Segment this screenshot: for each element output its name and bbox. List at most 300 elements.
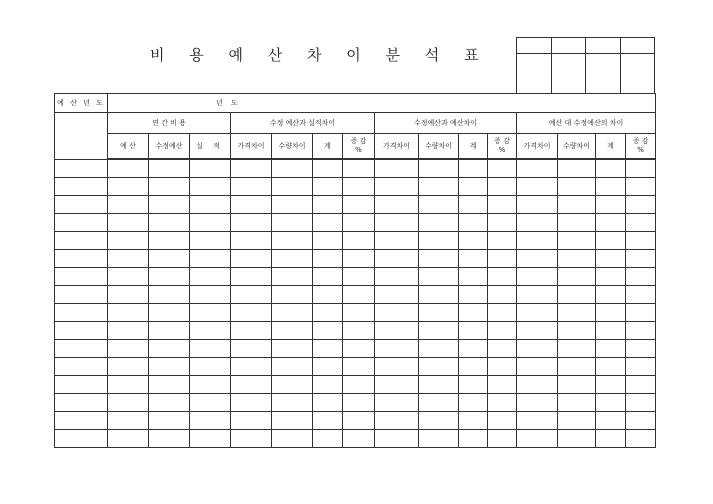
- pct-label-bottom: %: [637, 146, 644, 154]
- data-cell[interactable]: [596, 304, 626, 322]
- data-cell[interactable]: [626, 412, 656, 430]
- data-cell[interactable]: [419, 340, 459, 358]
- data-cell[interactable]: [272, 304, 313, 322]
- data-cell[interactable]: [626, 340, 656, 358]
- data-cell[interactable]: [419, 286, 459, 304]
- approval-cell: [620, 38, 655, 54]
- data-cell[interactable]: [459, 268, 488, 286]
- approval-cell: [586, 38, 621, 54]
- data-cell[interactable]: [231, 214, 272, 232]
- data-cell[interactable]: [149, 304, 190, 322]
- data-cell[interactable]: [459, 340, 488, 358]
- data-cell[interactable]: [313, 232, 343, 250]
- data-cell[interactable]: [488, 304, 517, 322]
- data-cell[interactable]: [231, 159, 272, 178]
- data-cell[interactable]: [517, 196, 558, 214]
- data-cell[interactable]: [343, 286, 375, 304]
- data-cell[interactable]: [149, 322, 190, 340]
- data-cell[interactable]: [149, 358, 190, 376]
- row-label-cell[interactable]: [55, 430, 108, 448]
- data-cell[interactable]: [108, 304, 149, 322]
- data-cell[interactable]: [272, 196, 313, 214]
- data-cell[interactable]: [272, 340, 313, 358]
- data-cell[interactable]: [375, 232, 419, 250]
- data-cell[interactable]: [517, 178, 558, 196]
- row-label-cell[interactable]: [55, 250, 108, 268]
- row-label-cell[interactable]: [55, 232, 108, 250]
- data-cell[interactable]: [313, 286, 343, 304]
- data-cell[interactable]: [149, 286, 190, 304]
- data-cell[interactable]: [313, 430, 343, 448]
- data-cell[interactable]: [488, 232, 517, 250]
- data-cell[interactable]: [343, 178, 375, 196]
- data-cell[interactable]: [419, 412, 459, 430]
- data-cell[interactable]: [419, 159, 459, 178]
- data-cell[interactable]: [343, 214, 375, 232]
- data-cell[interactable]: [419, 178, 459, 196]
- row-label-cell[interactable]: [55, 286, 108, 304]
- data-cell[interactable]: [149, 232, 190, 250]
- data-cell[interactable]: [558, 268, 596, 286]
- data-cell[interactable]: [190, 196, 231, 214]
- data-cell[interactable]: [108, 214, 149, 232]
- data-cell[interactable]: [190, 358, 231, 376]
- data-cell[interactable]: [343, 268, 375, 286]
- data-cell[interactable]: [108, 178, 149, 196]
- table-row: [55, 286, 656, 304]
- pct-label-top: 증 감: [632, 137, 649, 145]
- data-cell[interactable]: [190, 250, 231, 268]
- data-cell[interactable]: [596, 322, 626, 340]
- data-cell[interactable]: [190, 268, 231, 286]
- data-cell[interactable]: [313, 268, 343, 286]
- data-cell[interactable]: [626, 159, 656, 178]
- data-cell[interactable]: [272, 322, 313, 340]
- data-cell[interactable]: [626, 214, 656, 232]
- data-cell[interactable]: [231, 430, 272, 448]
- data-cell[interactable]: [558, 196, 596, 214]
- data-cell[interactable]: [517, 322, 558, 340]
- row-label-cell[interactable]: [55, 268, 108, 286]
- data-cell[interactable]: [596, 286, 626, 304]
- data-cell[interactable]: [375, 322, 419, 340]
- data-cell[interactable]: [488, 196, 517, 214]
- data-cell[interactable]: [375, 178, 419, 196]
- data-cell[interactable]: [313, 178, 343, 196]
- data-cell[interactable]: [190, 159, 231, 178]
- data-cell[interactable]: [272, 268, 313, 286]
- data-cell[interactable]: [108, 322, 149, 340]
- data-cell[interactable]: [517, 286, 558, 304]
- col-total: 계: [459, 134, 488, 160]
- data-cell[interactable]: [517, 412, 558, 430]
- data-cell[interactable]: [517, 394, 558, 412]
- col-budget: 예 산: [108, 134, 149, 160]
- data-cell[interactable]: [459, 159, 488, 178]
- data-cell[interactable]: [419, 394, 459, 412]
- row-label-cell[interactable]: [55, 304, 108, 322]
- data-cell[interactable]: [149, 250, 190, 268]
- data-cell[interactable]: [272, 394, 313, 412]
- data-cell[interactable]: [190, 430, 231, 448]
- data-cell[interactable]: [596, 412, 626, 430]
- data-cell[interactable]: [375, 394, 419, 412]
- data-cell[interactable]: [459, 196, 488, 214]
- row-label-cell[interactable]: [55, 358, 108, 376]
- data-cell[interactable]: [626, 322, 656, 340]
- data-cell[interactable]: [596, 394, 626, 412]
- data-cell[interactable]: [459, 178, 488, 196]
- data-cell[interactable]: [517, 430, 558, 448]
- data-cell[interactable]: [108, 340, 149, 358]
- data-cell[interactable]: [149, 178, 190, 196]
- data-cell[interactable]: [149, 340, 190, 358]
- approval-cell: [586, 54, 621, 94]
- pct-label-bottom: %: [355, 146, 362, 154]
- data-cell[interactable]: [343, 412, 375, 430]
- data-cell[interactable]: [108, 430, 149, 448]
- data-cell[interactable]: [343, 340, 375, 358]
- data-cell[interactable]: [626, 430, 656, 448]
- data-cell[interactable]: [313, 214, 343, 232]
- data-cell[interactable]: [626, 394, 656, 412]
- data-cell[interactable]: [375, 196, 419, 214]
- data-cell[interactable]: [459, 412, 488, 430]
- data-cell[interactable]: [626, 250, 656, 268]
- data-cell[interactable]: [375, 159, 419, 178]
- approval-row: [517, 38, 655, 54]
- data-cell[interactable]: [190, 214, 231, 232]
- data-cell[interactable]: [517, 304, 558, 322]
- data-cell[interactable]: [517, 268, 558, 286]
- group-header-row: [55, 113, 656, 134]
- data-cell[interactable]: [558, 376, 596, 394]
- data-cell[interactable]: [375, 214, 419, 232]
- data-cell[interactable]: [343, 376, 375, 394]
- page-title: 비 용 예 산 차 이 분 석 표: [150, 46, 489, 64]
- data-cell[interactable]: [149, 430, 190, 448]
- data-cell[interactable]: [343, 304, 375, 322]
- data-cell[interactable]: [272, 286, 313, 304]
- data-cell[interactable]: [149, 196, 190, 214]
- data-cell[interactable]: [558, 304, 596, 322]
- data-cell[interactable]: [343, 430, 375, 448]
- data-cell[interactable]: [626, 358, 656, 376]
- data-cell[interactable]: [596, 250, 626, 268]
- data-cell[interactable]: [558, 340, 596, 358]
- data-cell[interactable]: [108, 268, 149, 286]
- data-cell[interactable]: [149, 412, 190, 430]
- data-cell[interactable]: [558, 250, 596, 268]
- data-cell[interactable]: [488, 322, 517, 340]
- table-row: [55, 196, 656, 214]
- data-cell[interactable]: [419, 430, 459, 448]
- data-cell[interactable]: [596, 178, 626, 196]
- row-label-column-header: [55, 113, 108, 160]
- data-cell[interactable]: [272, 178, 313, 196]
- col-price-variance: 가격차이: [231, 134, 272, 160]
- col-price-variance: 가격차이: [517, 134, 558, 160]
- table-row: [55, 250, 656, 268]
- data-cell[interactable]: [596, 232, 626, 250]
- col-price-variance: 가격차이: [375, 134, 419, 160]
- data-cell[interactable]: [272, 232, 313, 250]
- data-cell[interactable]: [626, 376, 656, 394]
- data-cell[interactable]: [190, 232, 231, 250]
- data-cell[interactable]: [419, 304, 459, 322]
- budget-year-label: 예 산 년 도: [55, 94, 108, 113]
- data-cell[interactable]: [108, 250, 149, 268]
- table-row: [55, 430, 656, 448]
- data-cell[interactable]: [149, 376, 190, 394]
- data-cell[interactable]: [488, 286, 517, 304]
- data-cell[interactable]: [343, 322, 375, 340]
- table-row: [55, 268, 656, 286]
- data-cell[interactable]: [375, 268, 419, 286]
- data-cell[interactable]: [272, 412, 313, 430]
- data-cell[interactable]: [190, 178, 231, 196]
- data-cell[interactable]: [459, 232, 488, 250]
- data-cell[interactable]: [343, 358, 375, 376]
- data-cell[interactable]: [596, 358, 626, 376]
- data-cell[interactable]: [313, 159, 343, 178]
- col-change-percent: [488, 134, 517, 160]
- data-cell[interactable]: [517, 250, 558, 268]
- data-cell[interactable]: [375, 250, 419, 268]
- data-cell[interactable]: [231, 376, 272, 394]
- data-cell[interactable]: [488, 250, 517, 268]
- data-cell[interactable]: [343, 232, 375, 250]
- data-cell[interactable]: [419, 196, 459, 214]
- data-cell[interactable]: [313, 412, 343, 430]
- data-cell[interactable]: [231, 196, 272, 214]
- data-cell[interactable]: [459, 358, 488, 376]
- data-cell[interactable]: [488, 358, 517, 376]
- data-cell[interactable]: [313, 394, 343, 412]
- table-row: [55, 178, 656, 196]
- data-cell[interactable]: [190, 412, 231, 430]
- col-quantity-variance: 수량차이: [272, 134, 313, 160]
- data-cell[interactable]: [488, 178, 517, 196]
- variance-table: [54, 93, 656, 448]
- data-cell[interactable]: [231, 412, 272, 430]
- data-cell[interactable]: [488, 412, 517, 430]
- data-cell[interactable]: [375, 430, 419, 448]
- data-cell[interactable]: [596, 214, 626, 232]
- data-cell[interactable]: [231, 250, 272, 268]
- data-cell[interactable]: [375, 286, 419, 304]
- data-cell[interactable]: [108, 358, 149, 376]
- data-cell[interactable]: [558, 232, 596, 250]
- row-label-cell[interactable]: [55, 340, 108, 358]
- budget-year-field[interactable]: 년 도: [108, 94, 656, 113]
- data-cell[interactable]: [375, 412, 419, 430]
- group-revised-vs-actual: 수정 예산과 실적차이: [231, 113, 375, 134]
- data-cell[interactable]: [272, 430, 313, 448]
- data-cell[interactable]: [375, 340, 419, 358]
- data-cell[interactable]: [459, 250, 488, 268]
- approval-cell: [620, 54, 655, 94]
- data-cell[interactable]: [596, 430, 626, 448]
- col-actual: 실 적: [190, 134, 231, 160]
- data-cell[interactable]: [190, 376, 231, 394]
- table-row: [55, 340, 656, 358]
- data-cell[interactable]: [459, 322, 488, 340]
- table-row: [55, 232, 656, 250]
- data-cell[interactable]: [272, 159, 313, 178]
- data-cell[interactable]: [343, 250, 375, 268]
- data-cell[interactable]: [459, 376, 488, 394]
- data-cell[interactable]: [190, 322, 231, 340]
- data-cell[interactable]: [419, 268, 459, 286]
- data-cell[interactable]: [375, 358, 419, 376]
- data-cell[interactable]: [626, 304, 656, 322]
- data-cell[interactable]: [313, 196, 343, 214]
- data-cell[interactable]: [272, 214, 313, 232]
- row-label-cell[interactable]: [55, 196, 108, 214]
- col-quantity-variance: 수량차이: [558, 134, 596, 160]
- data-cell[interactable]: [231, 232, 272, 250]
- data-cell[interactable]: [108, 286, 149, 304]
- data-cell[interactable]: [596, 268, 626, 286]
- data-cell[interactable]: [375, 304, 419, 322]
- data-cell[interactable]: [231, 394, 272, 412]
- data-cell[interactable]: [488, 268, 517, 286]
- data-cell[interactable]: [459, 304, 488, 322]
- data-cell[interactable]: [596, 340, 626, 358]
- row-label-cell[interactable]: [55, 214, 108, 232]
- data-cell[interactable]: [459, 394, 488, 412]
- data-cell[interactable]: [517, 358, 558, 376]
- data-cell[interactable]: [343, 159, 375, 178]
- data-cell[interactable]: [488, 376, 517, 394]
- data-cell[interactable]: [419, 358, 459, 376]
- data-cell[interactable]: [558, 286, 596, 304]
- data-cell[interactable]: [272, 250, 313, 268]
- data-cell[interactable]: [558, 358, 596, 376]
- data-cell[interactable]: [626, 286, 656, 304]
- data-cell[interactable]: [459, 214, 488, 232]
- data-cell[interactable]: [596, 376, 626, 394]
- data-cell[interactable]: [596, 159, 626, 178]
- data-cell[interactable]: [149, 394, 190, 412]
- data-cell[interactable]: [488, 394, 517, 412]
- data-cell[interactable]: [517, 214, 558, 232]
- data-cell[interactable]: [231, 178, 272, 196]
- approval-cell: [551, 38, 586, 54]
- data-cell[interactable]: [149, 214, 190, 232]
- row-label-cell[interactable]: [55, 376, 108, 394]
- data-cell[interactable]: [488, 340, 517, 358]
- data-cell[interactable]: [558, 394, 596, 412]
- data-cell[interactable]: [108, 159, 149, 178]
- table-row: [55, 159, 656, 178]
- data-cell[interactable]: [375, 376, 419, 394]
- data-cell[interactable]: [419, 232, 459, 250]
- data-cell[interactable]: [190, 304, 231, 322]
- data-cell[interactable]: [190, 340, 231, 358]
- data-cell[interactable]: [459, 430, 488, 448]
- data-cell[interactable]: [272, 376, 313, 394]
- data-cell[interactable]: [488, 214, 517, 232]
- data-cell[interactable]: [231, 322, 272, 340]
- row-label-cell[interactable]: [55, 178, 108, 196]
- data-cell[interactable]: [313, 322, 343, 340]
- data-cell[interactable]: [626, 268, 656, 286]
- col-quantity-variance: 수량차이: [419, 134, 459, 160]
- data-cell[interactable]: [149, 268, 190, 286]
- data-cell[interactable]: [517, 232, 558, 250]
- data-cell[interactable]: [558, 430, 596, 448]
- data-cell[interactable]: [272, 358, 313, 376]
- data-cell[interactable]: [419, 376, 459, 394]
- data-cell[interactable]: [419, 250, 459, 268]
- data-cell[interactable]: [343, 196, 375, 214]
- data-cell[interactable]: [313, 340, 343, 358]
- col-change-percent: [626, 134, 656, 160]
- data-cell[interactable]: [558, 322, 596, 340]
- data-cell[interactable]: [558, 159, 596, 178]
- data-cell[interactable]: [108, 232, 149, 250]
- data-cell[interactable]: [108, 196, 149, 214]
- data-cell[interactable]: [419, 322, 459, 340]
- year-row: [55, 94, 656, 113]
- data-cell[interactable]: [517, 159, 558, 178]
- data-cell[interactable]: [231, 304, 272, 322]
- row-label-cell[interactable]: [55, 322, 108, 340]
- data-cell[interactable]: [626, 178, 656, 196]
- data-cell[interactable]: [517, 376, 558, 394]
- pct-label-bottom: %: [498, 146, 506, 154]
- data-cell[interactable]: [313, 304, 343, 322]
- data-cell[interactable]: [596, 196, 626, 214]
- data-cell[interactable]: [343, 394, 375, 412]
- group-annual-cost: 연 간 비 용: [108, 113, 231, 134]
- data-cell[interactable]: [313, 376, 343, 394]
- data-cell[interactable]: [190, 394, 231, 412]
- data-cell[interactable]: [231, 340, 272, 358]
- data-cell[interactable]: [231, 268, 272, 286]
- data-cell[interactable]: [626, 196, 656, 214]
- data-cell[interactable]: [190, 286, 231, 304]
- approval-cell: [551, 54, 586, 94]
- data-cell[interactable]: [626, 232, 656, 250]
- row-label-cell[interactable]: [55, 159, 108, 178]
- data-cell[interactable]: [108, 412, 149, 430]
- data-cell[interactable]: [488, 430, 517, 448]
- data-cell[interactable]: [108, 394, 149, 412]
- data-cell[interactable]: [231, 358, 272, 376]
- data-cell[interactable]: [558, 412, 596, 430]
- data-cell[interactable]: [108, 376, 149, 394]
- data-cell[interactable]: [558, 178, 596, 196]
- col-revised-budget: 수정예산: [149, 134, 190, 160]
- data-cell[interactable]: [459, 286, 488, 304]
- data-cell[interactable]: [488, 159, 517, 178]
- row-label-cell[interactable]: [55, 412, 108, 430]
- data-cell[interactable]: [419, 214, 459, 232]
- data-cell[interactable]: [558, 214, 596, 232]
- data-cell[interactable]: [231, 286, 272, 304]
- group-revised-vs-budget: 수정예산과 예산차이: [375, 113, 517, 134]
- data-cell[interactable]: [313, 250, 343, 268]
- data-cell[interactable]: [149, 159, 190, 178]
- row-label-cell[interactable]: [55, 394, 108, 412]
- data-cell[interactable]: [313, 358, 343, 376]
- pct-label-top: 증 감: [350, 137, 367, 145]
- data-cell[interactable]: [517, 340, 558, 358]
- col-total: 계: [313, 134, 343, 160]
